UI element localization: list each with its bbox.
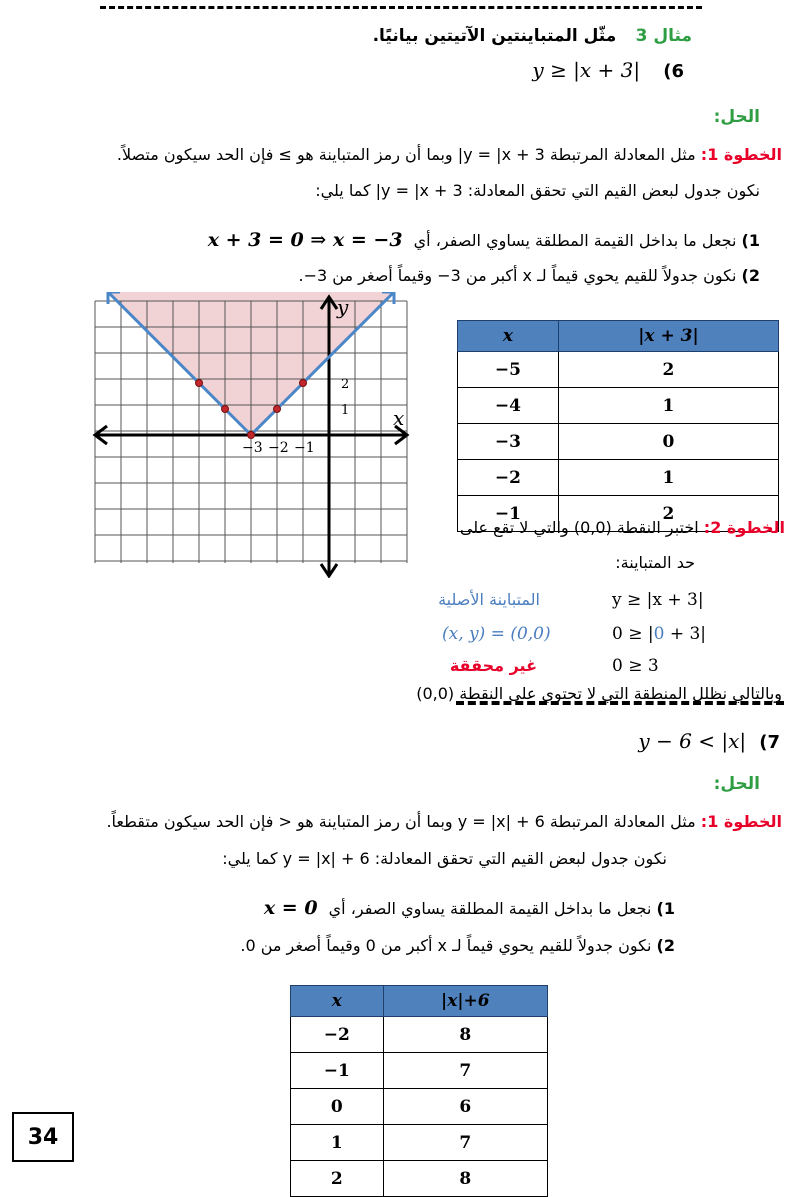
problem-6-item1 [208, 229, 760, 251]
step1-label: الخطوة 1: [700, 145, 782, 164]
problem-7-number: (7 [759, 732, 780, 753]
item1-text: نجعل ما بداخل القيمة المطلقة يساوي الصفر، أي [328, 899, 652, 918]
problem-6-inequality: y ≥ |x + 3| [532, 58, 641, 82]
problem-7-solution-label: الحل: [713, 774, 760, 794]
test-row-2-right: (x, y) = (0,0) [442, 624, 551, 644]
plotted-point [196, 380, 203, 387]
test-row-3-right: غير محققة [449, 656, 537, 675]
problem-6-value-table [457, 320, 779, 532]
problem-7-item2 [240, 936, 675, 955]
table-row [291, 1125, 548, 1161]
table-row [458, 424, 779, 460]
table-header-abs: |x + 3| [558, 321, 778, 352]
y-axis-label: y [337, 295, 349, 319]
item2-text: نكون جدولاً للقيم يحوي قيماً لـ x أكبر من 0 وقيماً أصغر من 0. [240, 936, 652, 955]
item1-text: نجعل ما بداخل القيمة المطلقة يساوي الصفر، أي [413, 231, 737, 250]
x-axis-label: x [393, 406, 405, 430]
problem-6-table-intro: نكون جدول لبعض القيم التي تحقق المعادلة: y = |x + 3| كما يلي: [315, 181, 760, 200]
problem-7-inequality: y − 6 < |x| [638, 729, 747, 753]
example-header [373, 26, 692, 46]
step2-text: اختبر النقطة (0,0) والتي لا تقع على [459, 518, 699, 537]
table-row [291, 1161, 548, 1197]
problem-6-solution-label: الحل: [713, 107, 760, 127]
step1-label: الخطوة 1: [700, 812, 782, 831]
step1-text: مثل المعادلة المرتبطة y = |x + 3| وبما أن رمز المتباينة هو ≥ فإن الحد سيكون متصلاً. [116, 145, 696, 164]
table-header-x: x [458, 321, 559, 352]
table-row [458, 460, 779, 496]
test-row-1-right: المتباينة الأصلية [438, 590, 540, 609]
table-cell-value: 8 [383, 1017, 547, 1053]
table-cell-value: 1 [558, 388, 778, 424]
problem-6-step2-text2: حد المتباينة: [615, 553, 695, 572]
problem-6-step2 [460, 518, 785, 537]
table-row [458, 388, 779, 424]
table-cell-value: 8 [383, 1161, 547, 1197]
page-number: 34 [12, 1112, 74, 1162]
problem-6-item2 [299, 266, 760, 285]
plotted-point [274, 406, 281, 413]
middle-dashed-divider [456, 701, 784, 705]
y-tick-label: 1 [341, 403, 350, 418]
x-tick-label: −1 [294, 440, 315, 456]
table-cell-value: 2 [558, 352, 778, 388]
x-tick-label: −2 [268, 440, 289, 456]
item2-text: نكون جدولاً للقيم يحوي قيماً لـ x أكبر من 3− وقيماً أصغر من 3−. [298, 266, 737, 285]
problem-6-number: (6 [663, 61, 684, 82]
step2-label: الخطوة 2: [703, 518, 785, 537]
top-dashed-divider [100, 6, 702, 9]
table-cell-value: 6 [383, 1089, 547, 1125]
table-cell-x: −2 [291, 1017, 384, 1053]
problem-6-step1 [12, 145, 782, 164]
problem-6-conclusion: وبالتالي نظلل المنطقة التي لا تحتوي على النقطة (0,0) [416, 684, 782, 703]
x-tick-label: −3 [242, 440, 263, 456]
table-row [291, 1017, 548, 1053]
step1-text: مثل المعادلة المرتبطة y = |x| + 6 وبما أن رمز المتباينة هو < فإن الحد سيكون متقطعاً. [106, 812, 696, 831]
table-row [291, 1089, 548, 1125]
table-cell-value: 0 [558, 424, 778, 460]
table-row [291, 1053, 548, 1089]
table-cell-value: 7 [383, 1053, 547, 1089]
table-cell-x: 0 [291, 1089, 384, 1125]
table-header-x: x [291, 986, 384, 1017]
table-cell-x: −1 [291, 1053, 384, 1089]
example-label: مثال 3 [635, 26, 692, 46]
table-cell-x: −4 [458, 388, 559, 424]
table-cell-value: 7 [383, 1125, 547, 1161]
table-cell-value: 1 [558, 460, 778, 496]
item1-number: 1) [656, 899, 675, 918]
table-cell-x: −3 [458, 424, 559, 460]
table-row [458, 352, 779, 388]
inequality-graph [85, 292, 410, 578]
item1-math: x + 3 = 0 ⇒ x = −3 [207, 229, 403, 251]
table-header-abs: |x|+6 [383, 986, 547, 1017]
item1-number: 1) [741, 231, 760, 250]
item2-number: 2) [656, 936, 675, 955]
plotted-point [222, 406, 229, 413]
item2-number: 2) [741, 266, 760, 285]
table-cell-x: −2 [458, 460, 559, 496]
table-cell-value: 2 [558, 496, 778, 532]
table-cell-x: −5 [458, 352, 559, 388]
item1-math: x = 0 [263, 897, 318, 919]
test-row-1-left: y ≥ |x + 3| [612, 590, 704, 610]
y-tick-label: 2 [341, 377, 350, 392]
table-cell-x: 2 [291, 1161, 384, 1197]
example-title: مثّل المتباينتين الآتيتين بيانيًا. [372, 26, 617, 46]
table-cell-x: −1 [458, 496, 559, 532]
test-row-3-left: 0 ≥ 3 [612, 656, 659, 676]
test-row-2-left: 0 ≥ |0 + 3| [612, 624, 707, 644]
problem-7-value-table [290, 985, 548, 1197]
problem-7-heading [638, 729, 780, 753]
problem-6-heading [532, 58, 684, 82]
problem-7-step1 [12, 812, 782, 831]
table-cell-x: 1 [291, 1125, 384, 1161]
problem-7-table-intro: نكون جدول لبعض القيم التي تحقق المعادلة: y = |x| + 6 كما يلي: [222, 849, 667, 868]
plotted-point [248, 432, 255, 439]
plotted-point [300, 380, 307, 387]
problem-7-item1 [264, 897, 675, 919]
